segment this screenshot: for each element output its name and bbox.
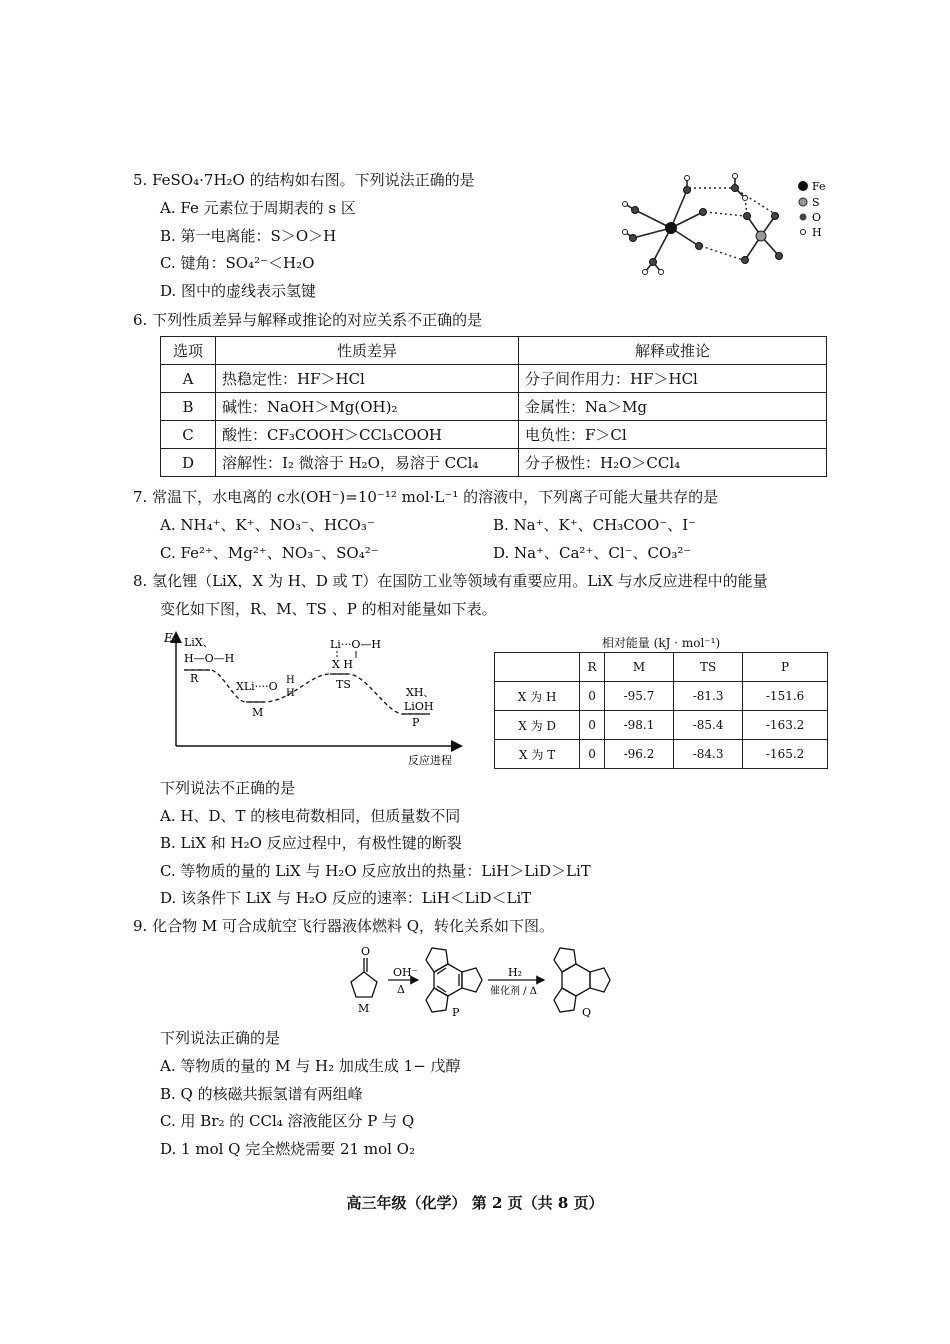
- step2-condition: 催化剂 / Δ: [490, 986, 537, 997]
- cell: X 为 H: [495, 682, 580, 711]
- table-row: [161, 449, 827, 477]
- q5-option-a: A. Fe 元素位于周期表的 s 区: [160, 199, 356, 217]
- q5-stem: 5. FeSO₄·7H₂O 的结构如右图。下列说法正确的是: [133, 171, 475, 189]
- r-label-mid: H—O—H: [184, 652, 235, 665]
- cell: -98.1: [604, 711, 673, 740]
- q8-stem-line1: 8. 氢化锂（LiX，X 为 H、D 或 T）在国防工业等领域有重要应用。LiX 与水反应进程中的能量: [133, 572, 768, 590]
- q5-option-b: B. 第一电离能：S＞O＞H: [160, 227, 337, 245]
- header-property: 性质差异: [216, 337, 519, 365]
- p-label-top: XH、: [406, 686, 435, 699]
- q7-option-c: C. Fe²⁺、Mg²⁺、NO₃⁻、SO₄²⁻: [160, 544, 379, 562]
- step2-reagent: H₂: [508, 966, 523, 979]
- cell: D: [161, 449, 216, 477]
- page-footer: 高三年级（化学） 第 2 页（共 8 页）: [346, 1194, 604, 1212]
- cell: 分子极性：H₂O＞CCl₄: [519, 449, 827, 477]
- r-label: R: [190, 672, 199, 685]
- carbonyl-o: O: [361, 945, 371, 958]
- p-label-mid: LiOH: [404, 700, 434, 713]
- cell: -151.6: [743, 682, 828, 711]
- table-header-row: [495, 653, 828, 682]
- p-label: P: [412, 716, 420, 729]
- q5-option-d: D. 图中的虚线表示氢键: [160, 282, 317, 300]
- legend-h: H: [812, 226, 822, 239]
- step1-condition: Δ: [397, 983, 405, 996]
- m-label-text: XLi····O: [236, 680, 278, 693]
- cell: R: [580, 653, 605, 682]
- q8-lead: 下列说法不正确的是: [160, 779, 296, 797]
- energy-table: [494, 652, 828, 769]
- step1-reagent: OH⁻: [393, 966, 418, 979]
- legend-fe: Fe: [812, 180, 826, 193]
- reaction-scheme: [330, 944, 620, 1020]
- cell: -163.2: [743, 711, 828, 740]
- m-h-top: H: [286, 675, 295, 686]
- q8-option-d: D. 该条件下 LiX 与 H₂O 反应的速率：LiH＜LiD＜LiT: [160, 889, 532, 907]
- q5-option-c: C. 键角：SO₄²⁻＜H₂O: [160, 254, 315, 272]
- table-row: [495, 711, 828, 740]
- compound-m-label: M: [358, 1002, 370, 1015]
- table-row: [495, 682, 828, 711]
- cell: P: [743, 653, 828, 682]
- compound-p-label: P: [452, 1006, 460, 1019]
- r-label-top: LiX、: [184, 636, 214, 649]
- cell: X 为 D: [495, 711, 580, 740]
- e-axis-label: E: [164, 631, 173, 645]
- cell: 电负性：F＞Cl: [519, 421, 827, 449]
- table-row: [161, 393, 827, 421]
- cell: TS: [674, 653, 743, 682]
- cell: -81.3: [674, 682, 743, 711]
- ts-label: TS: [336, 678, 351, 691]
- energy-table-caption: 相对能量 (kJ · mol⁻¹): [601, 636, 721, 650]
- q9-lead: 下列说法正确的是: [160, 1029, 281, 1047]
- cell: C: [161, 421, 216, 449]
- cell: -85.4: [674, 711, 743, 740]
- cell: 分子间作用力：HF＞HCl: [519, 365, 827, 393]
- q9-option-a: A. 等物质的量的 M 与 H₂ 加成生成 1− 戊醇: [160, 1057, 461, 1075]
- q7-option-d: D. Na⁺、Ca²⁺、Cl⁻、CO₃²⁻: [493, 544, 692, 562]
- q7-option-b: B. Na⁺、K⁺、CH₃COO⁻、I⁻: [493, 516, 697, 534]
- cell: 0: [580, 682, 605, 711]
- cell: 0: [580, 740, 605, 769]
- table-row: [495, 740, 828, 769]
- legend-o: O: [812, 211, 822, 224]
- ts-label-bot: X H: [332, 658, 353, 671]
- ts-label-top: Li···O—H: [330, 638, 381, 651]
- cell: -96.2: [604, 740, 673, 769]
- q9-option-c: C. 用 Br₂ 的 CCl₄ 溶液能区分 P 与 Q: [160, 1112, 415, 1130]
- cell: [495, 653, 580, 682]
- table-row: [161, 365, 827, 393]
- q7-option-a: A. NH₄⁺、K⁺、NO₃⁻、HCO₃⁻: [160, 516, 375, 534]
- table-header-row: [161, 337, 827, 365]
- q8-stem-line2: 变化如下图，R、M、TS 、P 的相对能量如下表。: [160, 600, 497, 618]
- legend-s: S: [812, 196, 820, 209]
- cell: X 为 T: [495, 740, 580, 769]
- energy-profile-diagram: [160, 630, 470, 770]
- cell: 碱性：NaOH＞Mg(OH)₂: [216, 393, 519, 421]
- cell: -165.2: [743, 740, 828, 769]
- header-option: 选项: [161, 337, 216, 365]
- cell: 0: [580, 711, 605, 740]
- x-axis-label: 反应进程: [408, 754, 452, 767]
- m-label: M: [252, 706, 264, 719]
- cell: 酸性：CF₃COOH＞CCl₃COOH: [216, 421, 519, 449]
- header-explanation: 解释或推论: [519, 337, 827, 365]
- cell: B: [161, 393, 216, 421]
- cell: A: [161, 365, 216, 393]
- m-h-bot: H: [286, 688, 295, 699]
- q9-stem: 9. 化合物 M 可合成航空飞行器液体燃料 Q，转化关系如下图。: [133, 917, 555, 935]
- q6-stem: 6. 下列性质差异与解释或推论的对应关系不正确的是: [133, 311, 483, 329]
- feso4-structure-figure: [615, 168, 835, 283]
- q6-table: [160, 336, 827, 477]
- cell: 热稳定性：HF＞HCl: [216, 365, 519, 393]
- cell: -84.3: [674, 740, 743, 769]
- energy-table-wrapper: [494, 634, 828, 769]
- compound-q-label: Q: [582, 1006, 592, 1019]
- cell: M: [604, 653, 673, 682]
- q9-option-d: D. 1 mol Q 完全燃烧需要 21 mol O₂: [160, 1140, 415, 1158]
- q9-option-b: B. Q 的核磁共振氢谱有两组峰: [160, 1085, 363, 1103]
- cell: 溶解性：I₂ 微溶于 H₂O，易溶于 CCl₄: [216, 449, 519, 477]
- cell: -95.7: [604, 682, 673, 711]
- q8-option-a: A. H、D、T 的核电荷数相同，但质量数不同: [160, 807, 461, 825]
- q8-option-c: C. 等物质的量的 LiX 与 H₂O 反应放出的热量：LiH＞LiD＞LiT: [160, 862, 591, 880]
- q7-stem: 7. 常温下，水电离的 c水(OH⁻)=10⁻¹² mol·L⁻¹ 的溶液中，下列离子可能大量共存的是: [133, 488, 719, 506]
- q8-option-b: B. LiX 和 H₂O 反应过程中，有极性键的断裂: [160, 834, 462, 852]
- cell: 金属性：Na＞Mg: [519, 393, 827, 421]
- table-row: [161, 421, 827, 449]
